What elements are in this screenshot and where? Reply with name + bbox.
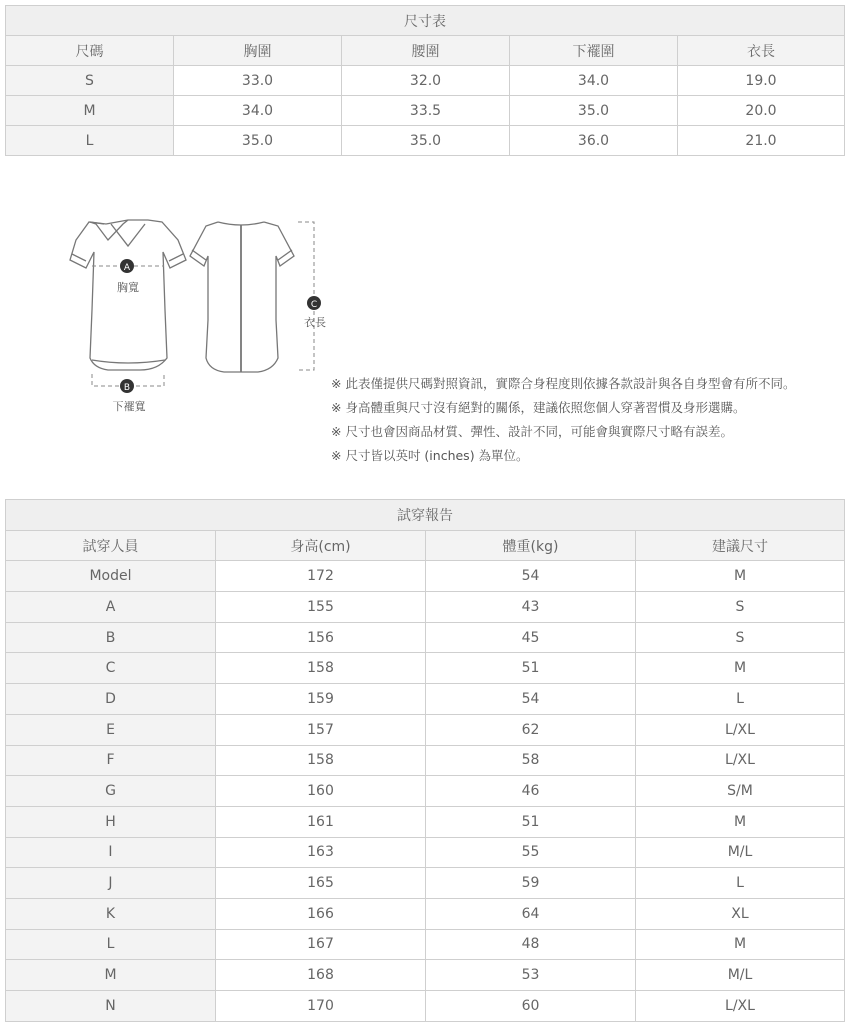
table-cell: L bbox=[636, 868, 845, 899]
table-cell: 33.0 bbox=[174, 66, 342, 96]
table-cell: 32.0 bbox=[342, 66, 510, 96]
size-label: S bbox=[6, 66, 174, 96]
size-chart-header-row bbox=[6, 36, 845, 66]
table-cell: 156 bbox=[216, 622, 426, 653]
table-cell: 64 bbox=[426, 898, 636, 929]
table-cell: 48 bbox=[426, 929, 636, 960]
table-row bbox=[6, 868, 845, 899]
table-cell: 54 bbox=[426, 561, 636, 592]
header-length: 衣長 bbox=[678, 36, 845, 66]
table-cell: 19.0 bbox=[678, 66, 845, 96]
table-cell: 62 bbox=[426, 714, 636, 745]
table-cell: 53 bbox=[426, 960, 636, 991]
table-cell: XL bbox=[636, 898, 845, 929]
size-label: M bbox=[6, 96, 174, 126]
table-cell: M/L bbox=[636, 837, 845, 868]
chest-width-label: 胸寬 bbox=[117, 281, 139, 294]
table-cell: 21.0 bbox=[678, 126, 845, 156]
table-row bbox=[6, 991, 845, 1022]
table-cell: 166 bbox=[216, 898, 426, 929]
header-suggested-size: 建議尺寸 bbox=[636, 530, 845, 561]
tester-label: A bbox=[6, 592, 216, 623]
try-on-report-title: 試穿報告 bbox=[6, 500, 845, 531]
table-cell: 58 bbox=[426, 745, 636, 776]
table-row bbox=[6, 960, 845, 991]
table-row bbox=[6, 561, 845, 592]
size-label: L bbox=[6, 126, 174, 156]
tshirt-measurement-illustration bbox=[68, 210, 338, 420]
table-cell: M bbox=[636, 929, 845, 960]
table-cell: M/L bbox=[636, 960, 845, 991]
table-row bbox=[6, 592, 845, 623]
header-weight: 體重(kg) bbox=[426, 530, 636, 561]
table-cell: 158 bbox=[216, 745, 426, 776]
note-line: ※ 此表僅提供尺碼對照資訊，實際合身程度則依據各款設計與各自身型會有所不同。 bbox=[331, 376, 796, 391]
header-size: 尺碼 bbox=[6, 36, 174, 66]
tester-label: F bbox=[6, 745, 216, 776]
table-row bbox=[6, 806, 845, 837]
tester-label: M bbox=[6, 960, 216, 991]
table-cell: 157 bbox=[216, 714, 426, 745]
marker-b: B bbox=[123, 383, 131, 393]
tester-label: Model bbox=[6, 561, 216, 592]
hem-width-label: 下襬寬 bbox=[112, 400, 146, 413]
length-label: 衣長 bbox=[304, 316, 326, 329]
table-cell: 35.0 bbox=[174, 126, 342, 156]
table-cell: 168 bbox=[216, 960, 426, 991]
table-cell: 46 bbox=[426, 776, 636, 807]
table-row bbox=[6, 714, 845, 745]
tester-label: C bbox=[6, 653, 216, 684]
table-cell: L bbox=[636, 684, 845, 715]
tester-label: K bbox=[6, 898, 216, 929]
tester-label: D bbox=[6, 684, 216, 715]
table-cell: 170 bbox=[216, 991, 426, 1022]
tester-label: J bbox=[6, 868, 216, 899]
size-chart-table bbox=[5, 5, 845, 156]
table-cell: M bbox=[636, 653, 845, 684]
note-line: ※ 尺寸皆以英吋 (inches) 為單位。 bbox=[331, 448, 529, 463]
table-cell: 35.0 bbox=[510, 96, 678, 126]
note-line: ※ 尺寸也會因商品材質、彈性、設計不同，可能會與實際尺寸略有誤差。 bbox=[331, 424, 733, 439]
table-cell: S bbox=[636, 622, 845, 653]
tshirt-front-icon bbox=[70, 220, 186, 370]
table-cell: 55 bbox=[426, 837, 636, 868]
table-cell: L/XL bbox=[636, 745, 845, 776]
table-cell: 165 bbox=[216, 868, 426, 899]
table-row bbox=[6, 837, 845, 868]
table-row bbox=[6, 653, 845, 684]
table-cell: 34.0 bbox=[174, 96, 342, 126]
tshirt-back-icon bbox=[190, 222, 294, 372]
table-cell: S bbox=[636, 592, 845, 623]
header-chest: 胸圍 bbox=[174, 36, 342, 66]
size-chart-title: 尺寸表 bbox=[6, 6, 845, 36]
table-cell: 159 bbox=[216, 684, 426, 715]
table-cell: L/XL bbox=[636, 714, 845, 745]
table-cell: 163 bbox=[216, 837, 426, 868]
table-cell: L/XL bbox=[636, 991, 845, 1022]
tester-label: H bbox=[6, 806, 216, 837]
table-row bbox=[6, 745, 845, 776]
table-cell: 167 bbox=[216, 929, 426, 960]
tester-label: I bbox=[6, 837, 216, 868]
table-cell: 45 bbox=[426, 622, 636, 653]
table-cell: 35.0 bbox=[342, 126, 510, 156]
table-cell: 172 bbox=[216, 561, 426, 592]
marker-a: A bbox=[123, 263, 131, 273]
table-cell: M bbox=[636, 561, 845, 592]
table-cell: M bbox=[636, 806, 845, 837]
marker-c: C bbox=[310, 300, 318, 310]
tester-label: B bbox=[6, 622, 216, 653]
table-cell: 34.0 bbox=[510, 66, 678, 96]
table-row bbox=[6, 776, 845, 807]
try-on-header-row bbox=[6, 530, 845, 561]
tester-label: E bbox=[6, 714, 216, 745]
table-cell: 160 bbox=[216, 776, 426, 807]
table-cell: 36.0 bbox=[510, 126, 678, 156]
table-cell: 51 bbox=[426, 806, 636, 837]
table-row bbox=[6, 66, 845, 96]
table-row bbox=[6, 96, 845, 126]
table-cell: 51 bbox=[426, 653, 636, 684]
try-on-rows bbox=[6, 561, 845, 1021]
header-height: 身高(cm) bbox=[216, 530, 426, 561]
table-cell: S/M bbox=[636, 776, 845, 807]
tester-label: G bbox=[6, 776, 216, 807]
header-waist: 腰圍 bbox=[342, 36, 510, 66]
header-tester: 試穿人員 bbox=[6, 530, 216, 561]
table-row bbox=[6, 126, 845, 156]
tester-label: N bbox=[6, 991, 216, 1022]
table-cell: 20.0 bbox=[678, 96, 845, 126]
table-cell: 43 bbox=[426, 592, 636, 623]
table-cell: 54 bbox=[426, 684, 636, 715]
table-row bbox=[6, 929, 845, 960]
table-cell: 33.5 bbox=[342, 96, 510, 126]
tester-label: L bbox=[6, 929, 216, 960]
table-cell: 59 bbox=[426, 868, 636, 899]
size-notes bbox=[331, 372, 795, 468]
try-on-report-table bbox=[5, 499, 845, 1022]
table-row bbox=[6, 622, 845, 653]
table-cell: 161 bbox=[216, 806, 426, 837]
table-cell: 158 bbox=[216, 653, 426, 684]
header-hem: 下襬圍 bbox=[510, 36, 678, 66]
table-row bbox=[6, 898, 845, 929]
table-cell: 155 bbox=[216, 592, 426, 623]
table-cell: 60 bbox=[426, 991, 636, 1022]
note-line: ※ 身高體重與尺寸沒有絕對的關係，建議依照您個人穿著習慣及身形選購。 bbox=[331, 400, 746, 415]
table-row bbox=[6, 684, 845, 715]
